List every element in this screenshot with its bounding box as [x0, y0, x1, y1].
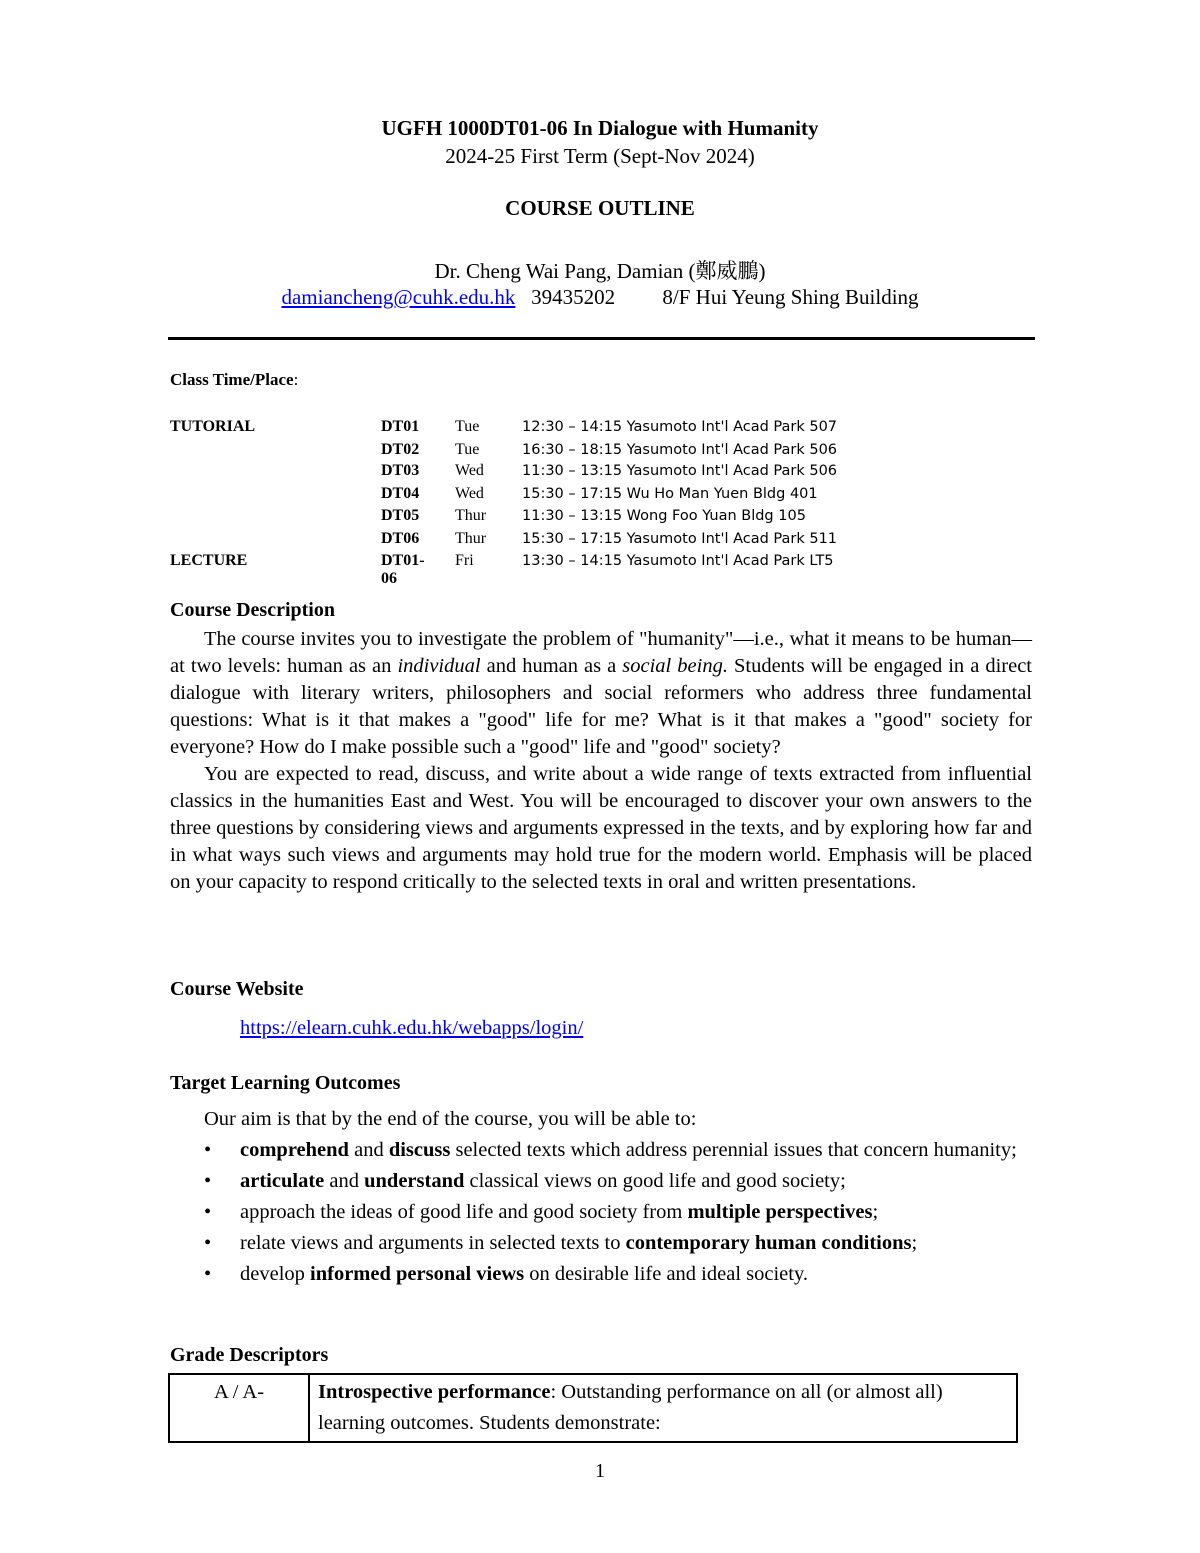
course-website — [240, 1017, 583, 1040]
course-description-heading: Course Description — [170, 599, 335, 621]
instructor-name: Dr. Cheng Wai Pang, Damian (鄭威鵬) — [434, 259, 766, 283]
list-item: • develop informed personal views on desirable life and ideal society. — [204, 1263, 808, 1285]
course-title: UGFH 1000DT01-06 In Dialogue with Humanity — [381, 116, 819, 140]
contact-line — [0, 285, 1200, 310]
course-term: 2024-25 First Term (Sept-Nov 2024) — [445, 144, 755, 168]
office-location: 8/F Hui Yeung Shing Building — [662, 285, 919, 309]
grade-descriptors-table — [168, 1373, 1018, 1443]
description-paragraph-2: You are expected to read, discuss, and write about a wide range of texts extracted from influential classics in the humanities East and West. You will be encouraged to discover your own answers to the three questions by considering views and arguments expressed in the texts, and by exploring how far and in what ways such views and arguments may hold true for the modern world. Emphasis will be placed on your capacity to respond critically to the selected texts in oral and written presentations. — [170, 763, 1032, 893]
grade-description-cell: Introspective performance: Outstanding performance on all (or almost all) learning outcomes. Students demonstrate: — [309, 1374, 1017, 1442]
outline-heading: COURSE OUTLINE — [505, 196, 695, 220]
page-number: 1 — [595, 1460, 605, 1482]
email-link[interactable]: damiancheng@cuhk.edu.hk — [281, 285, 516, 309]
grade-cell: A / A- — [169, 1374, 309, 1442]
description-paragraph-1: The course invites you to investigate the problem of "humanity"—i.e., what it means to be human—at two levels: human as an individual and human as a social being. Students will be engaged in a direct dialogue with literary writers, philosophers and social reformers who address three fundamental questions: What is it that makes a "good" life for me? What is it that makes a "good" society for everyone? How do I make possible such a "good" life and "good" society? — [170, 628, 1032, 758]
grade-descriptors-heading: Grade Descriptors — [170, 1344, 329, 1366]
list-item: • articulate and understand classical views on good life and good society; — [204, 1170, 846, 1192]
phone-number: 39435202 — [531, 285, 616, 309]
list-item: • comprehend and discuss selected texts which address perennial issues that concern humanity; — [204, 1139, 1017, 1161]
table-row — [169, 1374, 1017, 1442]
course-description-body — [170, 626, 1032, 896]
header-divider — [168, 337, 1035, 340]
list-item: • relate views and arguments in selected texts to contemporary human conditions; — [204, 1232, 918, 1254]
learning-outcomes-list — [204, 1135, 1034, 1290]
class-time-label: Class Time/Place: — [170, 370, 299, 389]
course-website-link[interactable]: https://elearn.cuhk.edu.hk/webapps/login/ — [240, 1017, 584, 1039]
course-website-heading: Course Website — [170, 978, 304, 1000]
list-item: • approach the ideas of good life and good society from multiple perspectives; — [204, 1201, 879, 1223]
learning-outcomes-heading: Target Learning Outcomes — [170, 1072, 401, 1094]
learning-outcomes-intro: Our aim is that by the end of the course, you will be able to: — [204, 1108, 697, 1130]
